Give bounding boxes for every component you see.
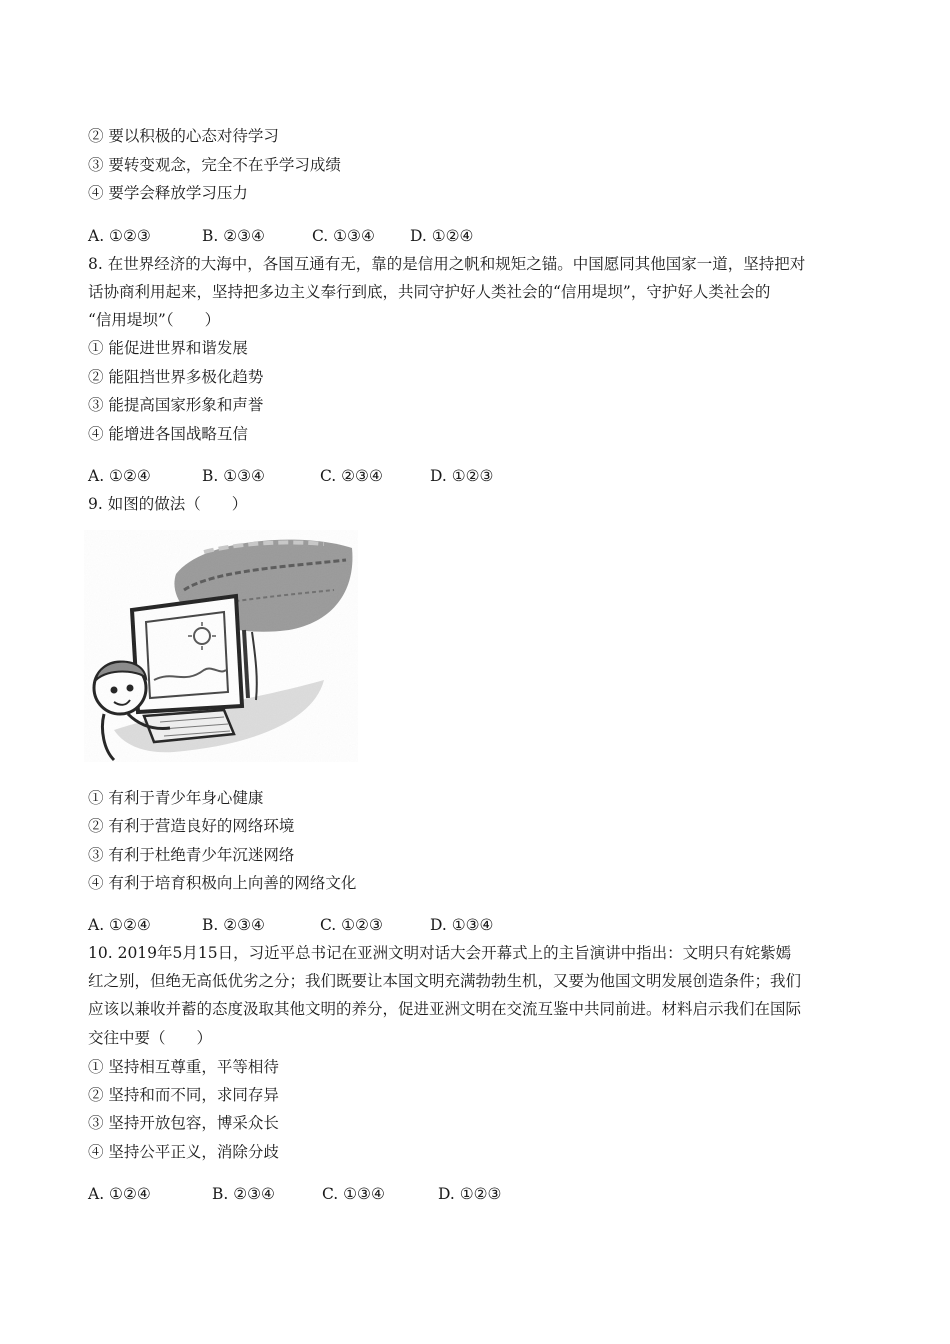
- q10-stem-line-2: 红之别，但绝无高低优劣之分；我们既要让本国文明充满勃勃生机，又要为他国文明发展创造条件；我们: [88, 972, 802, 990]
- q7-item-2: ② 要以积极的心态对待学习: [88, 127, 279, 145]
- q8-item-3: ③ 能提高国家形象和声誉: [88, 396, 264, 414]
- q10-stem-line-1: 10. 2019年5月15日，习近平总书记在亚洲文明对话大会开幕式上的主旨演讲中指出：文明只有姹紫嫣: [88, 944, 792, 962]
- q10-option-a: A. ①②④: [88, 1185, 151, 1203]
- q9-item-1: ① 有利于青少年身心健康: [88, 789, 264, 807]
- q8-option-c: C. ②③④: [320, 467, 383, 485]
- q8-item-1: ① 能促进世界和谐发展: [88, 339, 248, 357]
- q8-option-d: D. ①②③: [430, 467, 494, 485]
- q10-item-3: ③ 坚持开放包容，博采众长: [88, 1114, 279, 1132]
- q8-item-2: ② 能阻挡世界多极化趋势: [88, 368, 264, 386]
- q9-item-2: ② 有利于营造良好的网络环境: [88, 817, 295, 835]
- q7-item-3: ③ 要转变观念，完全不在乎学习成绩: [88, 156, 341, 174]
- q8-stem-line-2: 话协商利用起来，坚持把多边主义奉行到底，共同守护好人类社会的“信用堤坝”，守护好人类社会的: [88, 283, 771, 301]
- q10-item-1: ① 坚持相互尊重，平等相待: [88, 1058, 279, 1076]
- q9-item-3: ③ 有利于杜绝青少年沉迷网络: [88, 846, 295, 864]
- q9-illustration: [84, 530, 358, 762]
- q10-option-d: D. ①②③: [438, 1185, 502, 1203]
- q8-option-b: B. ①③④: [202, 467, 265, 485]
- q9-item-4: ④ 有利于培育积极向上向善的网络文化: [88, 874, 357, 892]
- q8-stem-line-3: “信用堤坝”（ ）: [88, 311, 221, 329]
- q10-option-c: C. ①③④: [322, 1185, 385, 1203]
- q7-item-4: ④ 要学会释放学习压力: [88, 184, 248, 202]
- q10-stem-line-3: 应该以兼收并蓄的态度汲取其他文明的养分，促进亚洲文明在交流互鉴中共同前进。材料启示我们在国际: [88, 1000, 802, 1018]
- q10-item-4: ④ 坚持公平正义，消除分歧: [88, 1143, 279, 1161]
- q9-option-a: A. ①②④: [88, 916, 151, 934]
- q7-option-b: B. ②③④: [202, 227, 265, 245]
- q8-stem-line-1: 8. 在世界经济的大海中，各国互通有无，靠的是信用之帆和规矩之锚。中国愿同其他国家一道，坚持把对: [88, 255, 806, 273]
- q9-option-d: D. ①③④: [430, 916, 494, 934]
- q7-option-a: A. ①②③: [88, 227, 151, 245]
- q8-option-a: A. ①②④: [88, 467, 151, 485]
- q10-item-2: ② 坚持和而不同，求同存异: [88, 1086, 279, 1104]
- q9-stem: 9. 如图的做法（ ）: [88, 495, 248, 513]
- q7-option-c: C. ①③④: [312, 227, 375, 245]
- q9-option-c: C. ①②③: [320, 916, 383, 934]
- q9-option-b: B. ②③④: [202, 916, 265, 934]
- q8-item-4: ④ 能增进各国战略互信: [88, 425, 248, 443]
- q10-stem-line-4: 交往中要（ ）: [88, 1029, 213, 1047]
- q10-option-b: B. ②③④: [212, 1185, 275, 1203]
- q7-option-d: D. ①②④: [410, 227, 474, 245]
